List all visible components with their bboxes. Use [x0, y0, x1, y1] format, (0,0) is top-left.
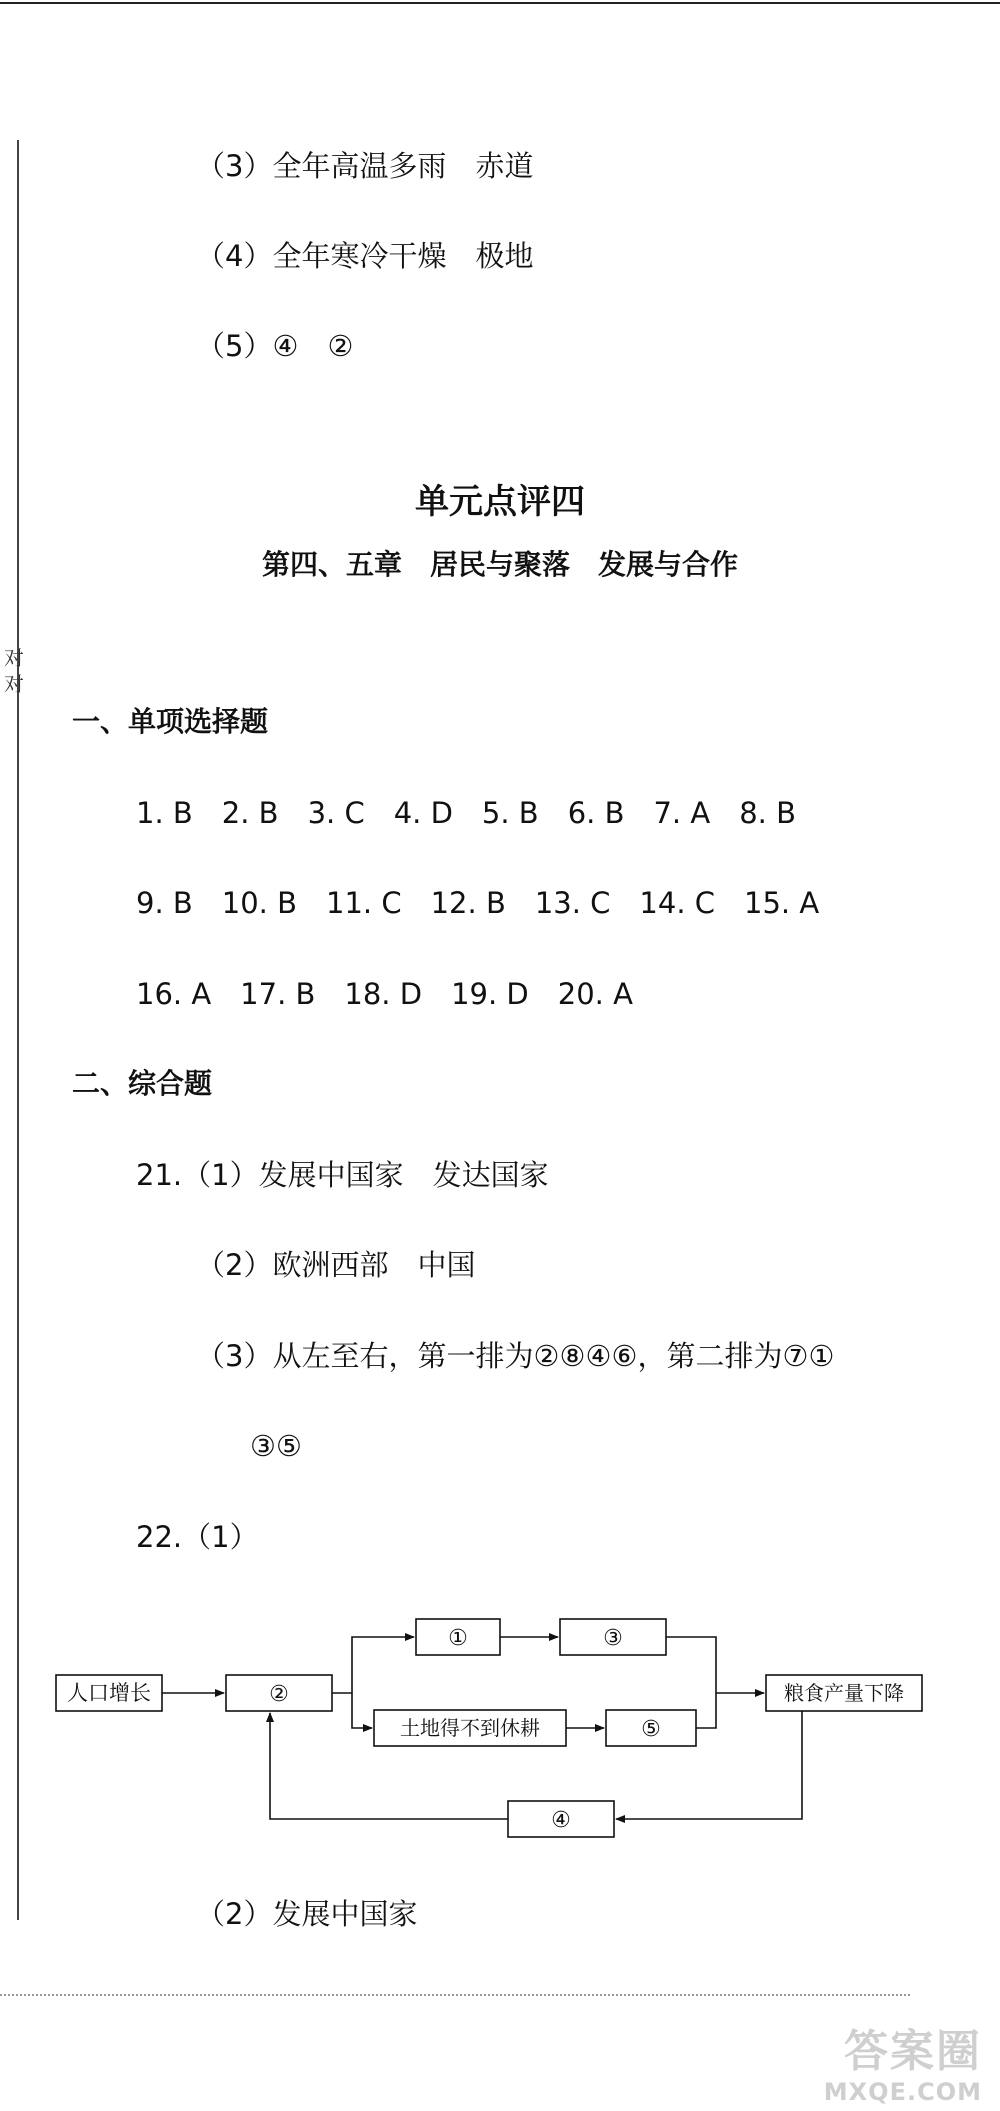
answer-21-1: 21.（1）发展中国家 发达国家 — [136, 1158, 549, 1192]
answer-21-2: （2）欧洲西部 中国 — [196, 1248, 476, 1282]
arrow-2-to-land — [352, 1693, 372, 1728]
answer-21-3a: （3）从左至右，第一排为②⑧④⑥，第二排为⑦① — [196, 1339, 835, 1373]
watermark-url: MXQE.COM — [823, 2078, 982, 2106]
top-border — [0, 2, 1000, 4]
chapter-title: 第四、五章 居民与聚落 发展与合作 — [261, 548, 738, 581]
arrow-2-to-1 — [332, 1637, 414, 1693]
answer-q3-prev: （3）全年高温多雨 赤道 — [196, 149, 534, 183]
box-grain-decline-label: 粮食产量下降 — [784, 1681, 904, 1705]
box-4-label: ④ — [551, 1808, 571, 1833]
mc-answers-line-1: 1. B 2. B 3. C 4. D 5. B 6. B 7. A 8. B — [136, 796, 796, 830]
box-3-label: ③ — [603, 1626, 623, 1651]
box-land-no-fallow-label: 土地得不到休耕 — [400, 1716, 540, 1740]
box-1-label: ① — [448, 1626, 468, 1651]
unit-title: 单元点评四 — [415, 482, 585, 522]
mc-answers-line-2: 9. B 10. B 11. C 12. B 13. C 14. C 15. A — [136, 886, 820, 920]
flow-diagram — [0, 1600, 1000, 1860]
dotted-divider — [0, 1994, 910, 1996]
box-population-growth-label: 人口增长 — [67, 1681, 151, 1705]
binding-margin-text: 对对 — [4, 646, 24, 696]
answer-22-1: 22.（1） — [136, 1520, 259, 1554]
section-comprehensive: 二、综合题 — [72, 1067, 213, 1100]
answer-22-2: （2）发展中国家 — [196, 1897, 418, 1931]
box-2-label: ② — [269, 1682, 289, 1707]
answer-q4-prev: （4）全年寒冷干燥 极地 — [196, 239, 534, 273]
mc-answers-line-3: 16. A 17. B 18. D 19. D 20. A — [136, 977, 633, 1011]
answer-q5-prev: （5）④ ② — [196, 329, 354, 363]
section-multiple-choice: 一、单项选择题 — [72, 705, 269, 738]
watermark-logo-text: 答案圈 — [844, 2026, 982, 2077]
box-5-label: ⑤ — [641, 1717, 661, 1742]
answer-21-3b: ③⑤ — [250, 1429, 302, 1463]
